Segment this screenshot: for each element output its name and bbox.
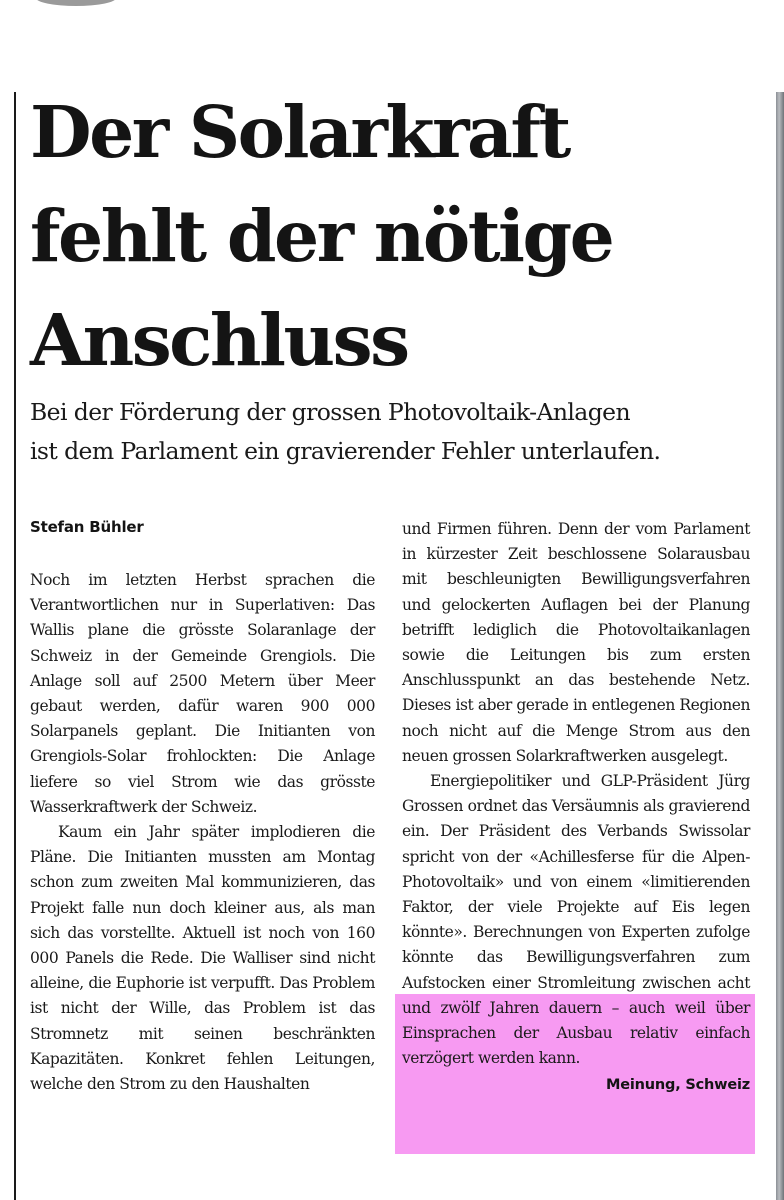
body-paragraph-3: und Firmen führen. Denn der vom Parlament in kürzester Zeit beschlossene Solarausbau mit beschleunigten Bewilligungsverfahren und gelockerten Auflagen bei der Planung betrifft lediglich die Photovoltaikanlagen sowie die Leitungen bis zum ersten Anschlusspunkt an das bestehende Netz. Dieses ist aber gerade in entlegenen Regionen noch nicht auf die Menge Strom aus den neuen grossen Solarkraftwerken ausgelegt. [402,520,750,765]
top-margin [0,0,784,6]
adjacent-page-edge [776,92,784,1200]
dek-line-2: ist dem Parlament ein gravierender Fehler unterlaufen. [30,437,661,465]
body-paragraph-4: Energiepolitiker und GLP-Präsident Jürg Grossen ordnet das Versäumnis als gravierend ein. Der Präsident des Verbands Swissolar spricht von der «Achillesferse für die Alpen-Photovoltaik» und von einem «limitierenden Faktor, der viele Projekte auf Eis legen könnte». Berechnungen von Experten zufolge könnte das Bewilligungsverfahren zum Aufstocken einer Stromleitung zwischen acht und zwölf Jahren dauern – auch weil über Einsprachen der Ausbau relativ einfach verzögert werden kann. [402,772,750,1068]
headline-line-2: fehlt der nötige [30,194,613,278]
body-column-right [402,517,750,1099]
body-column-left [30,568,375,1097]
headline-line-3: Anschluss [30,298,408,382]
article-dek [30,393,760,471]
dek-line-1: Bei der Förderung der grossen Photovoltaik-Anlagen [30,398,630,426]
body-paragraph-1: Noch im letzten Herbst sprachen die Verantwortlichen nur in Superlativen: Das Wallis plane die grösste Solaranlage der Schweiz in der Gemeinde Grengiols. Die Anlage soll auf 2500 Metern über Meer gebaut werden, dafür waren 900 000 Solarpanels geplant. Die Initianten von Grengiols-Solar frohlockten: Die Anlage liefere so viel Strom wie das grösste Wasserkraftwerk der Schweiz. [30,571,375,816]
article-headline [30,80,750,392]
author-byline: Stefan Bühler [30,518,144,536]
body-paragraph-2: Kaum ein Jahr später implodieren die Pläne. Die Initianten mussten am Montag schon zum zweiten Mal kommunizieren, das Projekt falle nun doch kleiner aus, als man sich das vorstellte. Aktuell ist noch von 160 000 Panels die Rede. Die Walliser sind nicht alleine, die Euphorie ist verpufft. Das Problem ist nicht der Wille, das Problem ist das Stromnetz mit seinen beschränkten Kapazitäten. Konkret fehlen Leitungen, welche den Strom zu den Haushalten [30,823,375,1094]
section-label: Meinung, Schweiz [606,1077,750,1094]
column-rule-left [14,92,16,1200]
headline-line-1: Der Solarkraft [30,90,569,174]
